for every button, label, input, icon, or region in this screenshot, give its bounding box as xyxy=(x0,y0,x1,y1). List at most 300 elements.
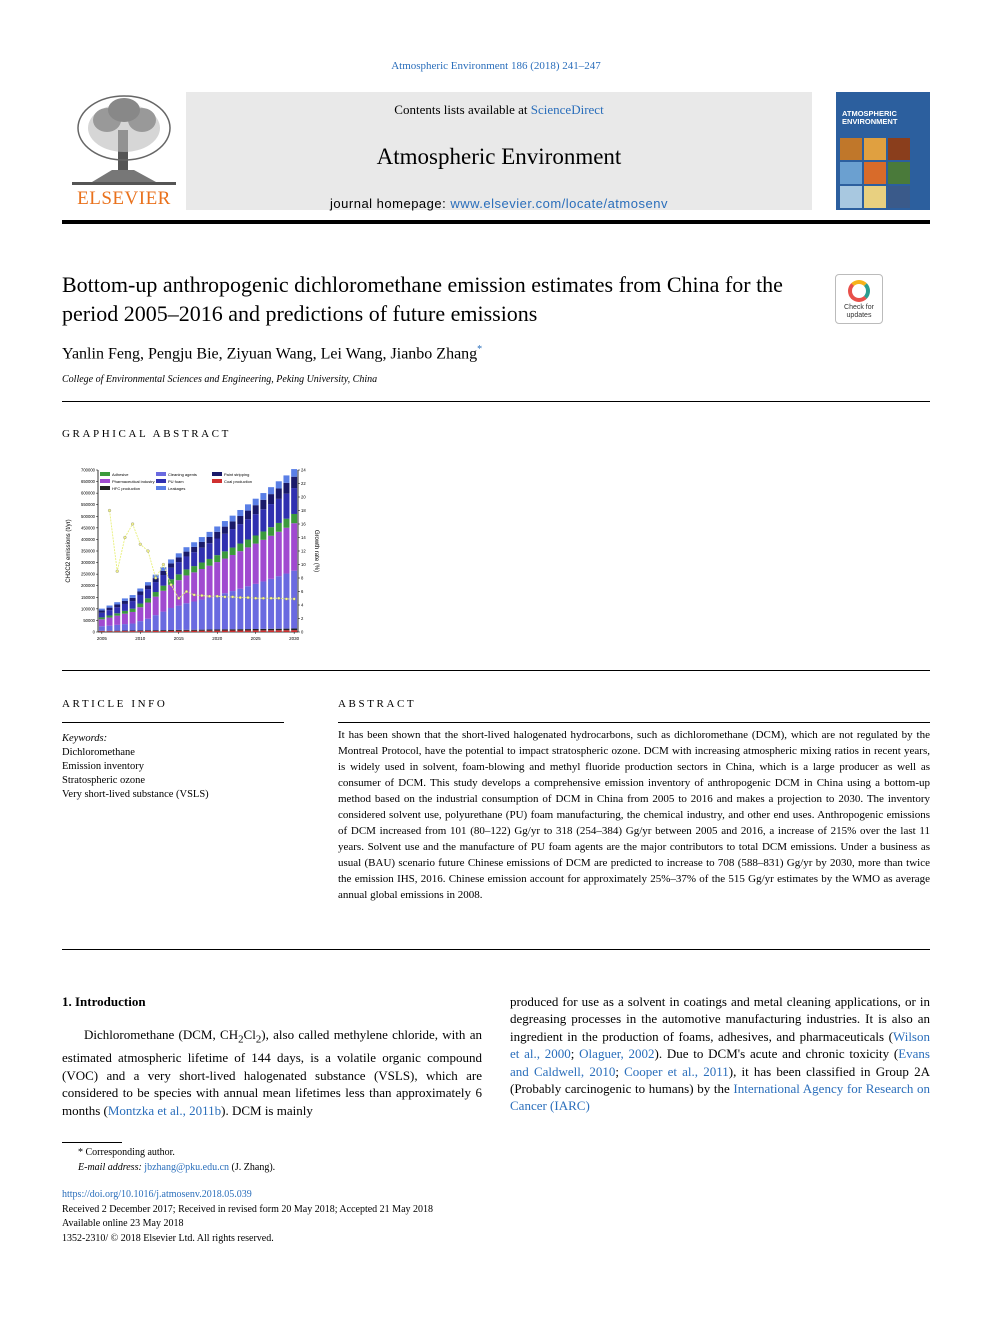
bar-segment xyxy=(183,569,189,575)
bar-segment xyxy=(191,552,197,566)
bar-segment xyxy=(168,631,174,632)
y-tick-label: 600000 xyxy=(81,490,95,496)
bar-segment xyxy=(214,539,220,556)
bar-segment xyxy=(191,601,197,629)
growth-rate-point xyxy=(277,597,280,600)
legend-swatch xyxy=(156,479,166,483)
bar-segment xyxy=(222,521,228,527)
keywords-block xyxy=(62,732,284,802)
bar-segment xyxy=(137,631,143,632)
bar-segment xyxy=(283,494,289,519)
bar-segment xyxy=(207,566,213,598)
legend-swatch xyxy=(156,486,166,490)
reference-link[interactable]: Wilson et al., 2000 xyxy=(510,1028,930,1062)
text-run: ; xyxy=(615,1063,625,1079)
bar-segment xyxy=(230,631,236,632)
growth-rate-point xyxy=(193,593,196,596)
bar-segment xyxy=(168,559,174,563)
cover-tile xyxy=(840,186,862,208)
y-tick-label: 300000 xyxy=(81,560,95,566)
bar-segment xyxy=(107,631,113,632)
y2-tick-label: 20 xyxy=(301,494,306,500)
bar-segment xyxy=(114,625,120,631)
x-tick-label: 2015 xyxy=(173,636,184,641)
bar-segment xyxy=(137,595,143,604)
bar-segment xyxy=(222,631,228,632)
bar-segment xyxy=(283,629,289,631)
bar-segment xyxy=(122,611,128,614)
abstract-text: It has been shown that the short-lived halogenated hydrocarbons, such as dichloromethane (DCM), which are not regulated by the Montreal Protocol, have the potential to impact stratospheric ozone. DCM with increasing atmospheric mixing ratios in recent years, is widely used in solvent, foam-blowing and methyl fluoride production sectors in China, which is a large producer as well as consumer of DCM. This study develops a comprehensive emission inventory of anthropogenic DCM in China using a bottom-up method based on the industrial consumption of DCM in China from 2005 to 2016 and makes a projection to 2030. The inventory considered solvent use, polyurethane (PU) foam manufacturing, the chemical industry, and other end uses. Anthropogenic emissions of DCM increased from 101 (80–122) Gg/yr to 318 (254–384) Gg/yr between 2005 and 2016, a increase of 215% over the last 11 years. Solvent use and the manufacture of PU foam agents are the major contributors to total DCM emissions. Under a business as usual (BAU) scenario future Chinese emissions of DCM are predicted to increase to 708 (588–831) Gg/yr by 2030, more than twice the emission IHS, 2016. Chinese emission account for approximately 25%–37% of the 515 Gg/yr estimates by the WMO as average annual global emissions in 2008. xyxy=(338,729,930,901)
emissions-chart-svg xyxy=(62,460,322,650)
bar-segment xyxy=(183,547,189,551)
bar-segment xyxy=(230,555,236,591)
bar-segment xyxy=(137,607,143,621)
bar-segment xyxy=(160,612,166,631)
growth-rate-point xyxy=(200,594,203,597)
footnotes xyxy=(62,1146,562,1175)
bar-segment xyxy=(122,601,128,604)
bar-segment xyxy=(222,629,228,630)
bar-segment xyxy=(268,487,274,494)
bar-segment xyxy=(145,589,151,598)
bar-segment xyxy=(245,504,251,510)
cover-tile xyxy=(888,138,910,160)
bar-segment xyxy=(114,613,120,615)
intro-left-column xyxy=(62,993,482,1119)
bar-segment xyxy=(276,481,282,488)
y-tick-label: 150000 xyxy=(81,594,95,600)
bar-segment xyxy=(283,630,289,632)
cover-tile xyxy=(864,186,886,208)
bar-segment xyxy=(145,619,151,631)
bar-segment xyxy=(145,582,151,585)
bar-segment xyxy=(291,523,297,570)
y-tick-label: 100000 xyxy=(81,606,95,612)
bar-segment xyxy=(114,605,120,608)
bar-segment xyxy=(291,629,297,631)
bar-segment xyxy=(260,629,266,630)
bar-segment xyxy=(245,547,251,586)
bar-segment xyxy=(160,571,166,575)
bar-segment xyxy=(191,542,197,547)
homepage-prefix: journal homepage: xyxy=(330,196,451,211)
bar-segment xyxy=(168,630,174,631)
bar-segment xyxy=(107,608,113,611)
bar-segment xyxy=(99,631,105,632)
cover-tile xyxy=(864,138,886,160)
bar-segment xyxy=(268,579,274,629)
x-tick-label: 2025 xyxy=(250,636,261,641)
bar-segment xyxy=(260,581,266,628)
growth-rate-point xyxy=(162,563,165,566)
email-suffix: (J. Zhang). xyxy=(229,1161,276,1173)
bar-segment xyxy=(130,631,136,632)
check-for-updates-badge[interactable] xyxy=(835,274,883,324)
bar-segment xyxy=(222,559,228,594)
y-tick-label: 250000 xyxy=(81,571,95,577)
article-title: Bottom-up anthropogenic dichloromethane emission estimates from China for the period 2005–2016 and predictions of future emissions xyxy=(62,272,783,326)
y2-tick-label: 24 xyxy=(301,467,306,473)
text-run: produced for use as a solvent in coatings and metal cleaning applications, or in degreasing processes in the automotive manufacturing industries. It is also an ingredient in the production of foams, adhesives, and pharmaceuticals ( xyxy=(510,994,930,1044)
reference-link[interactable]: Olaguer, 2002 xyxy=(579,1046,655,1062)
bar-segment xyxy=(130,598,136,601)
bar-segment xyxy=(222,551,228,558)
bar-segment xyxy=(207,630,213,631)
bar-segment xyxy=(283,475,289,482)
y-tick-label: 0 xyxy=(92,629,95,635)
email-note xyxy=(62,1161,562,1176)
y2-tick-label: 16 xyxy=(301,521,306,527)
bar-segment xyxy=(291,514,297,523)
legend-label: Paint stripping xyxy=(224,471,250,477)
bar-segment xyxy=(183,630,189,631)
y-tick-label: 350000 xyxy=(81,548,95,554)
growth-rate-point xyxy=(108,509,111,512)
y2-axis-label: Growth rate (%) xyxy=(313,529,319,573)
bar-segment xyxy=(207,631,213,632)
legend-swatch xyxy=(212,472,222,476)
article-info-heading: ARTICLE INFO xyxy=(62,698,168,710)
x-tick-label: 2020 xyxy=(212,636,223,641)
keywords-label: Keywords: xyxy=(62,733,108,744)
bar-segment xyxy=(176,574,182,580)
email-link[interactable]: jbzhang@pku.edu.cn xyxy=(144,1161,230,1173)
bar-segment xyxy=(114,616,120,625)
bar-segment xyxy=(245,511,251,520)
bar-segment xyxy=(183,603,189,630)
contents-prefix: Contents lists available at xyxy=(394,102,531,117)
bar-segment xyxy=(137,621,143,630)
bar-segment xyxy=(199,630,205,631)
bar-segment xyxy=(183,575,189,603)
email-label: E-mail address: xyxy=(78,1161,145,1173)
publication-info xyxy=(62,1188,562,1246)
cover-title: ATMOSPHERIC ENVIRONMENT xyxy=(842,109,898,126)
graphical-abstract-chart xyxy=(62,460,322,650)
growth-rate-point xyxy=(224,596,227,599)
homepage-line xyxy=(186,196,812,211)
bar-segment xyxy=(237,589,243,630)
bar-segment xyxy=(253,584,259,629)
legend-label: Adhesive xyxy=(112,471,129,477)
legend-swatch xyxy=(212,479,222,483)
legend-label: Leakages xyxy=(168,485,186,491)
bar-segment xyxy=(137,630,143,631)
text-run: ). DCM is mainly xyxy=(221,1102,313,1118)
bar-segment xyxy=(237,629,243,630)
y-tick-label: 700000 xyxy=(81,467,95,473)
bar-segment xyxy=(207,537,213,543)
growth-rate-point xyxy=(285,598,288,601)
y2-tick-label: 6 xyxy=(301,589,304,594)
cover-tile xyxy=(864,162,886,184)
bar-segment xyxy=(176,557,182,562)
bar-segment xyxy=(99,617,105,619)
growth-rate-point xyxy=(239,596,242,599)
sciencedirect-link[interactable]: ScienceDirect xyxy=(530,102,604,117)
elsevier-logo xyxy=(62,90,186,212)
y-tick-label: 450000 xyxy=(81,525,95,531)
intro-heading: 1. Introduction xyxy=(62,994,146,1009)
y2-tick-label: 4 xyxy=(301,602,304,608)
keyword-item: Dichloromethane xyxy=(62,747,135,758)
abstract-heading: ABSTRACT xyxy=(338,698,417,710)
journal-cover-thumbnail[interactable] xyxy=(836,92,930,210)
bar-segment xyxy=(176,553,182,557)
bar-segment xyxy=(199,542,205,548)
bar-segment xyxy=(291,469,297,477)
bar-segment xyxy=(114,631,120,632)
bar-segment xyxy=(191,572,197,601)
bar-segment xyxy=(276,629,282,631)
bar-segment xyxy=(207,559,213,566)
bar-segment xyxy=(160,591,166,612)
bar-segment xyxy=(253,535,259,543)
bar-segment xyxy=(145,598,151,602)
subscript: 2 xyxy=(238,1034,244,1046)
bar-segment xyxy=(214,532,220,539)
growth-rate-point xyxy=(293,598,296,601)
bar-segment xyxy=(122,614,128,624)
bar-segment xyxy=(276,523,282,532)
subscript: 2 xyxy=(255,1034,262,1046)
growth-rate-point xyxy=(139,543,142,546)
cover-tile xyxy=(840,138,862,160)
bar-segment xyxy=(237,630,243,632)
reference-link[interactable]: International Agency for Research on Cancer (IARC) xyxy=(510,1081,930,1114)
x-tick-label: 2010 xyxy=(135,636,146,641)
cover-tile xyxy=(888,186,910,208)
growth-rate-point xyxy=(185,590,188,593)
bar-segment xyxy=(230,521,236,529)
legend-swatch xyxy=(100,472,110,476)
bar-segment xyxy=(176,562,182,574)
growth-rate-point xyxy=(270,597,273,600)
doi-link[interactable]: https://doi.org/10.1016/j.atmosenv.2018.05.039 xyxy=(62,1189,252,1200)
bar-segment xyxy=(168,585,174,608)
bar-segment xyxy=(214,526,220,531)
legend-label: PU foam xyxy=(168,478,184,484)
bar-segment xyxy=(268,504,274,527)
bar-segment xyxy=(237,544,243,552)
growth-rate-point xyxy=(170,583,173,586)
growth-rate-point xyxy=(231,596,234,599)
bar-segment xyxy=(222,593,228,629)
legend-label: HFC production xyxy=(112,485,141,491)
keyword-item: Emission inventory xyxy=(62,761,144,772)
abstract-rule xyxy=(338,722,930,723)
bar-segment xyxy=(222,527,228,534)
bar-segment xyxy=(107,631,113,632)
bar-segment xyxy=(99,626,105,631)
bar-segment xyxy=(283,483,289,494)
bar-segment xyxy=(191,630,197,631)
bar-segment xyxy=(260,509,266,531)
bar-segment xyxy=(253,505,259,514)
header-rule xyxy=(62,220,930,224)
bar-segment xyxy=(245,630,251,632)
y2-tick-label: 2 xyxy=(301,616,304,621)
received-dates: Received 2 December 2017; Received in revised form 20 May 2018; Accepted 21 May 2018 xyxy=(62,1203,434,1215)
bar-segment xyxy=(207,598,213,630)
legend-swatch xyxy=(100,479,110,483)
growth-rate-point xyxy=(262,597,265,600)
bar-segment xyxy=(122,598,128,601)
bar-segment xyxy=(183,556,189,569)
bar-segment xyxy=(230,629,236,630)
bar-segment xyxy=(191,566,197,572)
y-tick-label: 650000 xyxy=(81,479,95,485)
bar-segment xyxy=(99,610,105,612)
author-list xyxy=(62,344,482,363)
divider xyxy=(62,949,930,950)
legend-label: Pharmaceutical industry xyxy=(112,478,155,484)
bar-segment xyxy=(245,519,251,539)
available-online: Available online 23 May 2018 xyxy=(62,1218,184,1229)
bar-segment xyxy=(291,477,297,488)
growth-rate-point xyxy=(247,596,250,599)
bar-segment xyxy=(283,574,289,629)
bar-segment xyxy=(276,532,282,576)
bar-segment xyxy=(268,536,274,579)
bar-segment xyxy=(176,631,182,632)
legend-label: Coal production xyxy=(224,478,253,484)
bar-segment xyxy=(160,575,166,586)
growth-rate-point xyxy=(154,577,157,580)
bar-segment xyxy=(214,562,220,595)
bar-segment xyxy=(153,631,159,632)
y-tick-label: 200000 xyxy=(81,583,95,589)
bar-segment xyxy=(268,630,274,632)
authors: Yanlin Feng, Pengju Bie, Ziyuan Wang, Lei Wang, Jianbo Zhang xyxy=(62,345,478,363)
bar-segment xyxy=(237,551,243,588)
y-tick-label: 550000 xyxy=(81,502,95,508)
journal-citation[interactable]: Atmospheric Environment 186 (2018) 241–247 xyxy=(391,60,601,72)
cover-tile xyxy=(840,162,862,184)
journal-title-box xyxy=(186,92,812,210)
bar-segment xyxy=(160,630,166,631)
text-run: Cl xyxy=(243,1027,256,1043)
text-run: ; xyxy=(570,1046,580,1062)
bar-segment xyxy=(107,615,113,617)
divider xyxy=(62,670,930,671)
check-updates-icon xyxy=(848,280,870,302)
bar-segment xyxy=(130,624,136,631)
bar-segment xyxy=(137,604,143,608)
footnote-rule xyxy=(62,1142,122,1143)
bar-segment xyxy=(214,629,220,630)
bar-segment xyxy=(130,609,136,612)
bar-segment xyxy=(283,519,289,528)
bar-segment xyxy=(199,631,205,632)
bar-segment xyxy=(107,610,113,615)
bar-segment xyxy=(160,631,166,632)
article-info-rule xyxy=(62,722,284,723)
y2-tick-label: 0 xyxy=(301,629,304,635)
bar-segment xyxy=(260,531,266,539)
bar-segment xyxy=(122,604,128,611)
bar-segment xyxy=(153,592,159,597)
bar-segment xyxy=(130,601,136,609)
bar-segment xyxy=(237,510,243,516)
bar-segment xyxy=(291,630,297,632)
bar-segment xyxy=(276,630,282,632)
bar-segment xyxy=(130,630,136,631)
homepage-link[interactable]: www.elsevier.com/locate/atmosenv xyxy=(450,196,668,211)
growth-rate-point xyxy=(124,536,127,539)
bar-segment xyxy=(214,631,220,632)
corresponding-author-mark[interactable]: * xyxy=(477,344,483,355)
graphical-abstract-heading: GRAPHICAL ABSTRACT xyxy=(62,428,231,440)
text-run: ), it has been classified in Group 2A (Probably carcinogenic to humans) by the xyxy=(510,1063,930,1097)
bar-segment xyxy=(122,631,128,632)
reference-link[interactable]: Evans and Caldwell, 2010 xyxy=(510,1046,930,1079)
x-tick-label: 2005 xyxy=(96,636,107,641)
bar-segment xyxy=(268,629,274,630)
y-tick-label: 400000 xyxy=(81,536,95,542)
y2-tick-label: 14 xyxy=(301,535,306,540)
contents-line xyxy=(186,102,812,118)
affiliation: College of Environmental Sciences and Engineering, Peking University, China xyxy=(62,374,378,385)
bar-segment xyxy=(130,612,136,624)
bar-segment xyxy=(168,568,174,580)
journal-header xyxy=(62,90,930,212)
bar-segment xyxy=(99,619,105,626)
y2-tick-label: 18 xyxy=(301,508,306,513)
bar-segment xyxy=(230,529,236,548)
bar-segment xyxy=(291,488,297,514)
bar-segment xyxy=(276,499,282,523)
intro-paragraph xyxy=(62,1026,482,1119)
bar-segment xyxy=(276,576,282,629)
growth-rate-point xyxy=(131,523,134,526)
growth-rate-point xyxy=(208,595,211,598)
growth-rate-point xyxy=(147,550,150,553)
bar-segment xyxy=(199,548,205,563)
bar-segment xyxy=(114,602,120,604)
bar-segment xyxy=(153,597,159,616)
bar-segment xyxy=(137,588,143,591)
text-run: Dichloromethane (DCM, CH xyxy=(84,1027,239,1043)
bar-segment xyxy=(145,631,151,632)
bar-segment xyxy=(153,630,159,631)
corresponding-author-note: * Corresponding author. xyxy=(78,1147,175,1158)
bar-segment xyxy=(253,629,259,630)
bar-segment xyxy=(191,547,197,552)
growth-rate-point xyxy=(254,597,257,600)
bar-segment xyxy=(230,516,236,522)
bar-segment xyxy=(183,552,189,557)
bar-segment xyxy=(176,630,182,631)
bar-segment xyxy=(160,586,166,591)
reference-link[interactable]: Cooper et al., 2011 xyxy=(624,1063,729,1079)
bar-segment xyxy=(214,555,220,562)
check-updates-label: Check for updates xyxy=(844,304,874,319)
bar-segment xyxy=(260,500,266,509)
bar-segment xyxy=(260,493,266,500)
bar-segment xyxy=(237,516,243,524)
legend-swatch xyxy=(156,472,166,476)
bar-segment xyxy=(253,499,259,505)
y-tick-label: 50000 xyxy=(83,617,95,623)
bar-segment xyxy=(237,524,243,543)
bar-segment xyxy=(114,607,120,613)
bar-segment xyxy=(153,615,159,630)
bar-segment xyxy=(260,540,266,582)
elsevier-tree-icon xyxy=(62,90,186,190)
growth-rate-point xyxy=(116,570,119,573)
reference-link[interactable]: Montzka et al., 2011b xyxy=(107,1102,222,1118)
